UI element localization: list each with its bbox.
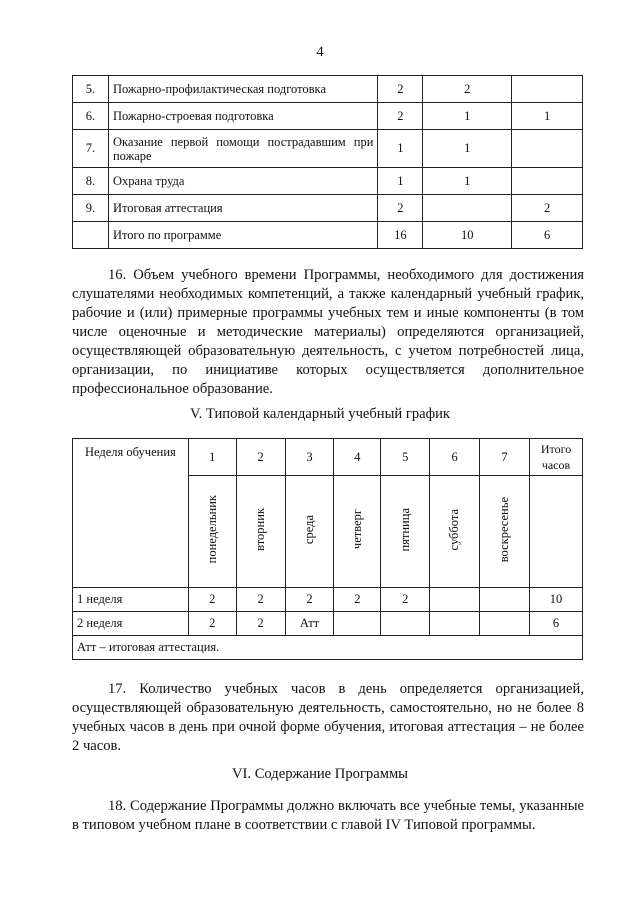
day-name-cell xyxy=(381,476,430,588)
total-hours: 1 xyxy=(378,168,423,195)
row-number: 5. xyxy=(73,76,109,103)
hours-cell: 2 xyxy=(236,588,285,612)
hours-cell xyxy=(480,612,530,636)
day-name-cell xyxy=(188,476,236,588)
theory-hours: 1 xyxy=(423,103,512,130)
paragraph-18: 18. Содержание Программы должно включать все учебные темы, указанные в типовом учебном плане в соответствии с главой IV Типовой программы. xyxy=(72,798,584,833)
footnote: Атт – итоговая аттестация. xyxy=(73,636,583,660)
total-hours: 16 xyxy=(378,222,423,249)
week-label: 2 неделя xyxy=(73,612,189,636)
row-number: 6. xyxy=(73,103,109,130)
day-name-cell xyxy=(236,476,285,588)
hours-cell: 2 xyxy=(334,588,381,612)
hours-cell: 2 xyxy=(188,588,236,612)
theory-hours: 10 xyxy=(423,222,512,249)
practice-hours xyxy=(512,76,583,103)
practice-hours xyxy=(512,130,583,168)
practice-hours: 2 xyxy=(512,195,583,222)
calendar-schedule-table xyxy=(72,438,583,660)
topic-name: Итого по программе xyxy=(108,222,378,249)
hours-cell: Атт xyxy=(285,612,334,636)
hours-cell xyxy=(430,588,480,612)
paragraph-17: 17. Количество учебных часов в день определяется организацией, осуществляющей образовательную деятельность, самостоятельно, но не более 8 учебных часов в день при очной форме обучения, итоговая аттестация – не более 2 часов. xyxy=(72,681,584,754)
paragraph-16: 16. Объем учебного времени Программы, необходимого для достижения слушателями необходимых компетенций, а также календарный учебный график, рабочие и (или) примерные программы учебных тем и иные компоненты (в том числе оценочные и методические материалы) определяются организацией, осуществляющей образовательную деятельность, с учетом потребностей лица, организации, по инициативе которых осуществляется дополнительное профессиональное образование. xyxy=(72,267,584,397)
week-label: 1 неделя xyxy=(73,588,189,612)
theory-hours: 1 xyxy=(423,130,512,168)
topic-name: Оказание первой помощи пострадавшим при пожаре xyxy=(108,130,378,168)
section-6-title: VI. Содержание Программы xyxy=(232,766,408,782)
hours-cell: 2 xyxy=(285,588,334,612)
hours-cell: 2 xyxy=(381,588,430,612)
section-5-title: V. Типовой календарный учебный график xyxy=(189,406,450,422)
hours-cell xyxy=(334,612,381,636)
total-header: Итого часов xyxy=(530,439,583,476)
row-number: 8. xyxy=(73,168,109,195)
topic-name: Охрана труда xyxy=(108,168,378,195)
day-name: вторник xyxy=(253,508,268,551)
row-number: 9. xyxy=(73,195,109,222)
day-name: понедельник xyxy=(204,495,219,564)
table-row xyxy=(73,588,583,612)
day-name: воскресенье xyxy=(497,496,512,563)
practice-hours: 6 xyxy=(512,222,583,249)
row-number: 7. xyxy=(73,130,109,168)
week-total: 6 xyxy=(530,612,583,636)
hours-cell xyxy=(430,612,480,636)
total-hours: 2 xyxy=(378,76,423,103)
total-empty xyxy=(530,476,583,588)
practice-hours xyxy=(512,168,583,195)
topic-name: Итоговая аттестация xyxy=(108,195,378,222)
table-row xyxy=(73,195,583,222)
day-name-cell xyxy=(285,476,334,588)
total-hours: 2 xyxy=(378,195,423,222)
page-number: 4 xyxy=(316,44,324,60)
hours-cell xyxy=(480,588,530,612)
day-number: 6 xyxy=(430,439,480,476)
table-row xyxy=(73,168,583,195)
theory-hours: 2 xyxy=(423,76,512,103)
study-plan-table xyxy=(72,75,583,249)
day-name: среда xyxy=(301,514,316,545)
table-row xyxy=(73,130,583,168)
day-name-cell xyxy=(334,476,381,588)
hours-cell xyxy=(381,612,430,636)
theory-hours: 1 xyxy=(423,168,512,195)
practice-hours: 1 xyxy=(512,103,583,130)
table-row xyxy=(73,76,583,103)
topic-name: Пожарно-строевая подготовка xyxy=(108,103,378,130)
header-row xyxy=(73,439,583,476)
total-hours: 2 xyxy=(378,103,423,130)
day-number: 4 xyxy=(334,439,381,476)
hours-cell: 2 xyxy=(236,612,285,636)
table-row xyxy=(73,222,583,249)
week-header: Неделя обучения xyxy=(73,439,189,588)
day-name: суббота xyxy=(447,508,462,551)
table-row xyxy=(73,612,583,636)
hours-cell: 2 xyxy=(188,612,236,636)
day-number: 1 xyxy=(188,439,236,476)
week-total: 10 xyxy=(530,588,583,612)
day-number: 7 xyxy=(480,439,530,476)
row-number xyxy=(73,222,109,249)
day-number: 2 xyxy=(236,439,285,476)
theory-hours xyxy=(423,195,512,222)
day-name-cell xyxy=(480,476,530,588)
day-number: 5 xyxy=(381,439,430,476)
table-row xyxy=(73,103,583,130)
topic-name: Пожарно-профилактическая подготовка xyxy=(108,76,378,103)
total-hours: 1 xyxy=(378,130,423,168)
day-name-cell xyxy=(430,476,480,588)
day-number: 3 xyxy=(285,439,334,476)
day-name: пятница xyxy=(397,507,412,552)
day-name: четверг xyxy=(349,509,364,550)
